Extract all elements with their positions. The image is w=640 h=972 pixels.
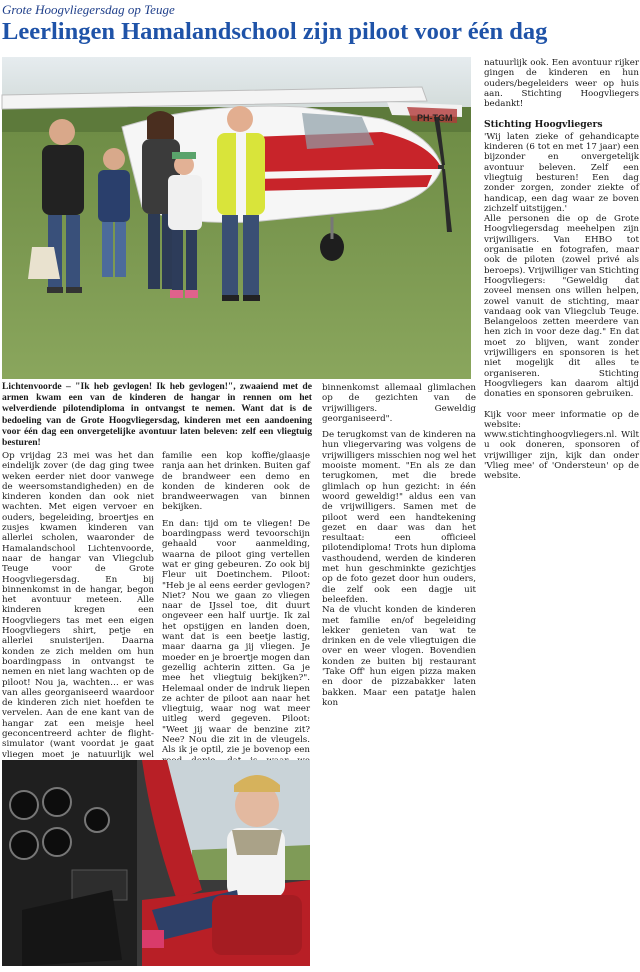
article-headline: Leerlingen Hamalandschool zijn piloot voor één dag — [2, 18, 548, 45]
cockpit-photo — [2, 760, 310, 966]
closing-paragraph: natuurlijk ook. Een avontuur rijker gingen de kinderen en hun ouders/begeleiders weer op huis aan. Stichting Hoogvliegers bedankt! — [484, 58, 639, 110]
column-2 — [162, 451, 310, 757]
volunteers-paragraph: Alle personen die op de Grote Hoogvliegersdag meehelpen zijn vrijwilligers. Van EHBO tot organisatie en fotografen, maar ook de piloten (zowel privé als beroeps). Vrijwilliger van Stichting Hoogvliegers: "Geweldig dat zoveel mensen ons willen helpen, zowel vanuit de stichting, maar vandaag ook van Vliegclub Teuge. Belangeloos zetten meerdere van hen zich in voor deze dag." En dat moet zo blijven, want zonder vrijwilligers en sponsoren is het niet mogelijk dit alles te organiseren. Stichting Hoogvliegers kan daarom altijd donaties en sponsoren gebruiken. — [484, 214, 639, 400]
article-lead: Lichtenvoorde – "Ik heb gevlogen! Ik heb gevlogen!", zwaaiend met de armen kwam een van de kinderen de hangar in rennen om het welverdiende pilotendiploma in ontvangst te nemen. Want dat is de bedoeling van de Grote Hoogvliegersdag, kinderen met een aandoening voor één dag een onvergetelijke avontuur laten beleven: zelf een vliegtuig besturen! — [2, 381, 312, 449]
column-3 — [322, 383, 476, 708]
column-3-intro: binnenkomst allemaal glimlachen op de gezichten van de vrijwilligers. Geweldig georganiseerd". — [322, 383, 476, 424]
aircraft-registration: PH-TGM — [417, 113, 453, 123]
column-2-intro: familie een kop koffie/glaasje ranja aan het drinken. Buiten gaf de brandweer een demo en konden de kinderen ook de brandweerwagen van binnen bekijken. — [162, 451, 310, 513]
foundation-quote: 'Wij laten zieke of gehandicapte kinderen (6 tot en met 17 jaar) een bijzonder en onvergetelijk avontuur beleven. Zelf een vliegtuig besturen! Een dag zonder zorgen, zonder ziekte of handicap, een dag waar ze boven zichzelf uitstijgen.' — [484, 131, 639, 214]
foundation-subhead: Stichting Hoogvliegers — [484, 119, 603, 131]
column-2-text: En dan: tijd om te vliegen! De boardingpass werd tevoorschijn gehaald voor aanmelding, waarna de piloot ging vertellen wat er ging gebeuren. Zo ook bij Fleur uit Doetinchem. Piloot: "Heb je al eens eerder gevlogen? Niet? Nou we gaan zo vliegen naar de IJssel toe, dit duurt ongeveer een half uurtje. Ik zal het opstijgen en landen doen, want dat is een beetje lastig, maar daarna ga jij vliegen. Je moeder en je broertje mogen dan gezellig achterin zitten. Ga je mee het vliegtuig bekijken?". Helemaal onder de indruk liepen ze achter de piloot aan naar het vliegtuig, waar nog wat meer uitleg werd gegeven. Piloot: "Weet jij waar de benzine zit? Nee? Nou die zit in de vleugels. Als ik je optil, zie je bovenop een — [162, 518, 310, 756]
column-3-return: De terugkomst van de kinderen na hun vliegervaring was volgens de vrijwilligers misschien nog wel het mooiste moment. "En als ze dan terugkomen, met die brede glimlach op hun gezicht: in één woord geweldig!" aldus een van de vrijwilligers. Samen met de piloot werd een handtekening gezet en daar was dan het resultaat: een officieel pilotendiploma! Trots hun diploma vasthoudend, werden de kinderen met hun geschminkte gezichtjes op de foto gezet door hun ouders, die zelf ook een dagje uit beleefden. — [322, 430, 476, 605]
column-1 — [2, 451, 154, 760]
group-photo — [2, 57, 471, 379]
column-4 — [484, 58, 639, 482]
column-3-after-flight: Na de vlucht konden de kinderen met familie en/of begeleiding lekker genieten van wat te drinken en de vele vliegtuigen die over en weer vlogen. Bovendien konden ze buiten bij restaurant 'Take Off' hun eigen pizza maken en door de pizzabakker laten bakken. Maar een patatje halen kon — [322, 605, 476, 708]
article-kicker: Grote Hoogvliegersdag op Teuge — [2, 2, 175, 17]
website-paragraph: Kijk voor meer informatie op de website: www.stichtinghoogvliegers.nl. Wilt u ook doneren, sponsoren of vrijwilliger zijn, kijk dan onder 'Vlieg mee' of 'Ondersteun' op de website. — [484, 409, 639, 482]
column-1-text: Op vrijdag 23 mei was het dan eindelijk zover (de dag ging twee weken eerder niet door vanwege de weersomstandigheden) en de kinderen konden dan ook niet wachten. Met eigen vervoer en ouders, begeleiding, broertjes en zusjes kwamen kinderen van allerlei scholen, waaronder de Hamalandschool Lichtenvoorde, naar de hangar van Vliegclub Teuge voor de Grote Hoogvliegersdag. En bij binnenkomst in de hangar, begon het avontuur meteen. Alle kinderen kregen een Hoogvliegers tas met een eigen Hoogvliegers shirt, petje en allerlei snuisterijen. Daarna konden ze zich melden om hun boardingpass in ontvangst te nemen en niet lang wachten op de piloot! Nou ja, wachten… er was van alles georganiseerd waardoor de kinderen zich niet hoefden te vervelen. Aan de ene kant van de hangar zat een meisje heel geconcentreerd achter de flight-simulator (want voordat je gaat vliegen moet je natuurlijk wel — [2, 451, 154, 760]
